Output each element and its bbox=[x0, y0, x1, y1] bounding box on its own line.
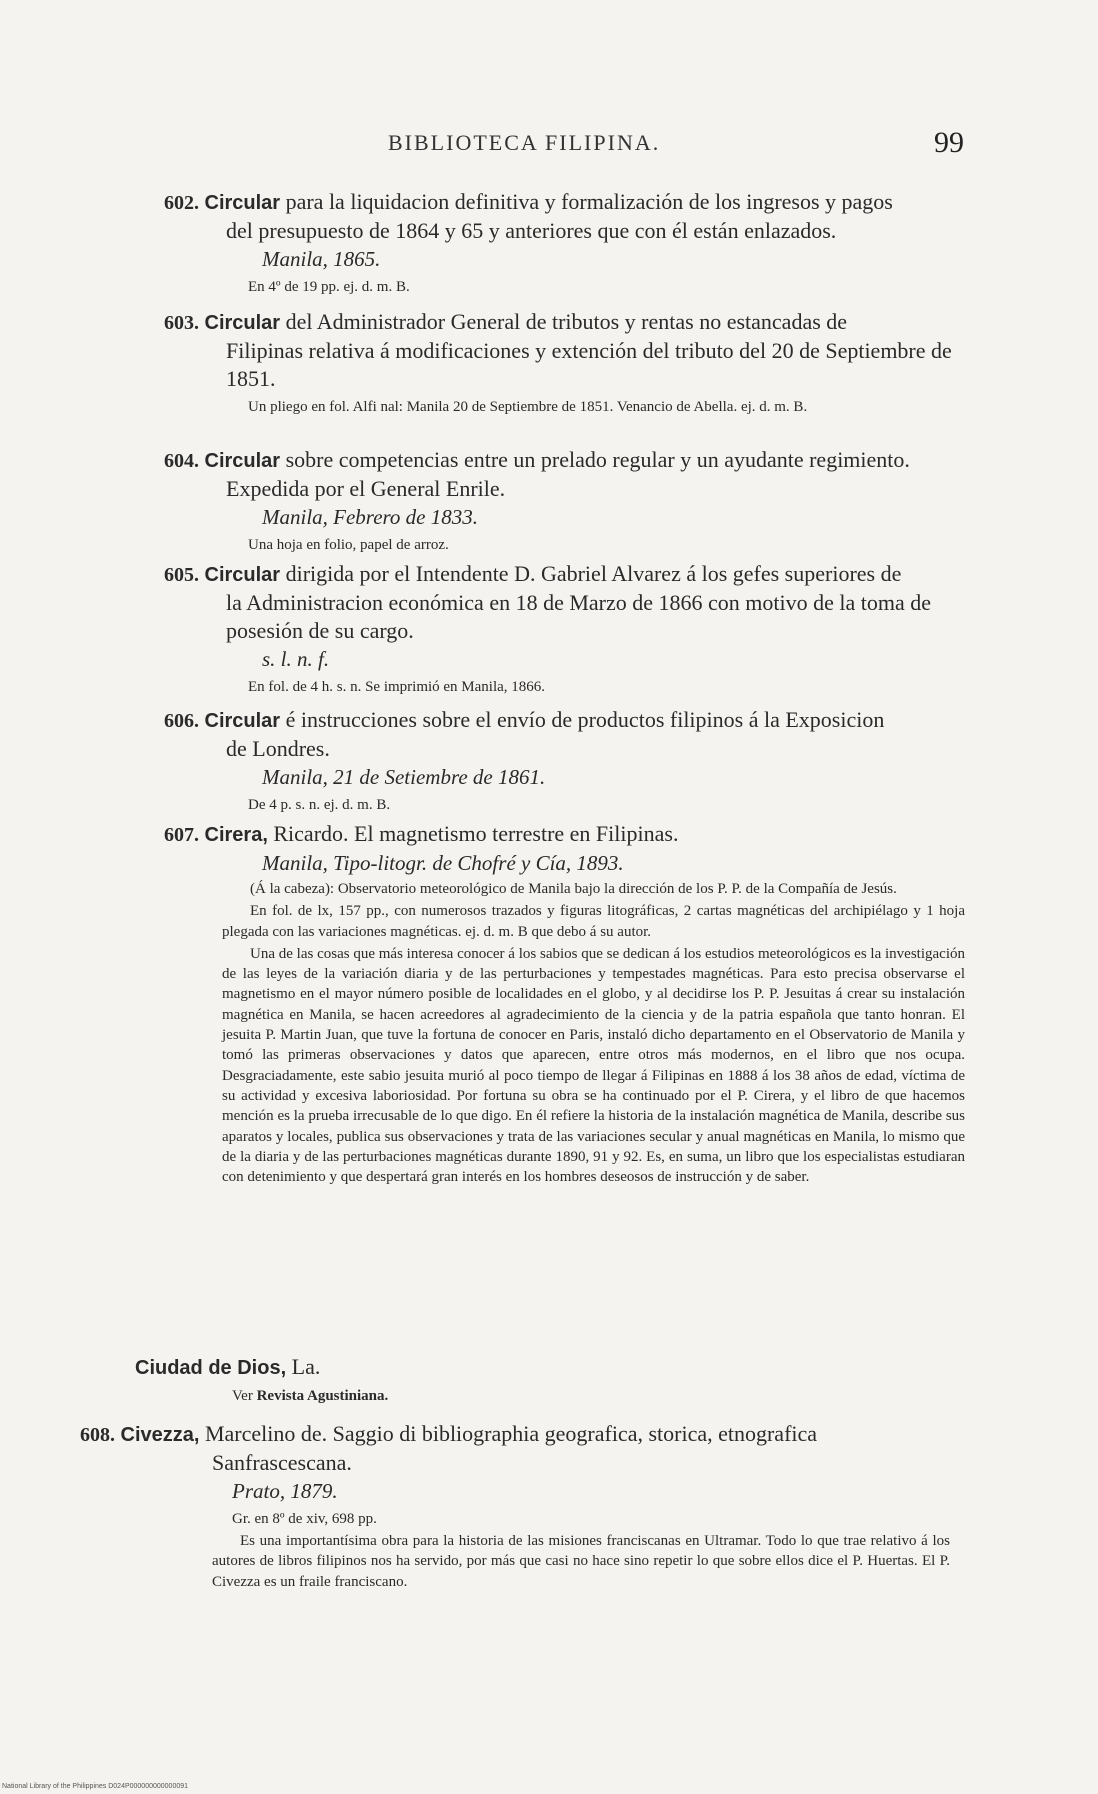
entry-608 bbox=[80, 1420, 950, 1592]
entry-note: Es una importantísima obra para la historia de las misiones franciscanas en Ultramar. Todo lo que trae relativo á los autores de libros filipinos nos ha servido, por más que casi no hace sino repetir lo que sobre ellos dice el P. Huertas. El P. Civezza es un fraile franciscano. bbox=[212, 1533, 950, 1590]
entry-number: 603. bbox=[164, 312, 199, 334]
entry-606 bbox=[130, 706, 965, 815]
entry-number: 606. bbox=[164, 710, 199, 732]
entry-602 bbox=[130, 188, 965, 297]
entry-imprint: s. l. n. f. bbox=[262, 647, 330, 671]
page-number: 99 bbox=[934, 126, 964, 159]
entry-title-cont: de Londres. bbox=[226, 736, 330, 761]
entry-desc: Un pliego en fol. Alfi nal: Manila 20 de Septiembre de 1851. Venancio de Abella. ej. d. m. B. bbox=[248, 399, 808, 415]
entry-title-cont: del presupuesto de 1864 y 65 y anteriores que con él están enlazados. bbox=[226, 218, 837, 243]
entry-heading: Circular bbox=[204, 312, 281, 334]
entry-heading: Circular bbox=[204, 710, 281, 732]
entry-title: sobre competencias entre un prelado regular y un ayudante regimiento. bbox=[285, 447, 910, 472]
entry-imprint: Manila, Tipo-litogr. de Chofré y Cía, 1893. bbox=[262, 851, 624, 875]
entry-imprint: Manila, 21 de Setiembre de 1861. bbox=[262, 765, 546, 789]
running-head: BIBLIOTECA FILIPINA. bbox=[388, 130, 661, 155]
entry-desc: De 4 p. s. n. ej. d. m. B. bbox=[248, 797, 391, 813]
entry-desc: En 4º de 19 pp. ej. d. m. B. bbox=[248, 279, 410, 295]
entry-desc: Gr. en 8º de xiv, 698 pp. bbox=[232, 1511, 377, 1527]
entry-desc: Una hoja en folio, papel de arroz. bbox=[248, 537, 449, 553]
entry-desc: (Á la cabeza): Observatorio meteorológico de Manila bajo la dirección de los P. P. de la Compañía de Jesús. bbox=[250, 881, 897, 897]
see-label: Ver bbox=[232, 1388, 253, 1404]
see-target: Revista Agustiniana. bbox=[256, 1388, 389, 1404]
entry-title: del Administrador General de tributos y rentas no estancadas de bbox=[285, 309, 848, 334]
entry-heading: Circular bbox=[204, 564, 281, 586]
entry-title: dirigida por el Intendente D. Gabriel Alvarez á los gefes superiores de bbox=[285, 561, 902, 586]
entry-title-cont: Expedida por el General Enrile. bbox=[226, 476, 506, 501]
entry-title-cont: Filipinas relativa á modificaciones y extención del tributo del 20 de Septiembre de 1851. bbox=[226, 338, 952, 391]
entry-note: Una de las cosas que más interesa conocer á los sabios que se dedican á los estudios meteorológicos es la investigación de las leyes de la variación diaria y de las perturbaciones y tempestades magnéticas. Para esto precisa observarse el magnetismo en el mayor número posible de localidades en el globo, y al decidirse los P. P. Jesuitas á crear su instalación magnética en Manila, se hacen acreedores al agradecimiento de la ciencia y de la patria española que tanto honran. El jesuita P. Martin Juan, que tuve la fortuna de conocer en Paris, instaló dicho departamento en el Observatorio de Manila y tomó las primeras observaciones y datos que aparecen, entre otros más modernos, en el libro que nos ocupa. Desgraciadamente, este sabio jesuita murió al poco tiempo de llegar á Filipinas en 1888 á los 38 años de edad, víctima de su actividad y excesiva laboriosidad. Por fortuna su obra se ha continuado por el P. Cirera, y el libro de que hacemos mención es la prueba irrecusable de lo que digo. En él refiere la historia de la instalación magnética de Manila, describe sus aparatos y locales, publica sus observaciones y trata de las variaciones secular y anual magnéticas en Manila, lo mismo que de la diaria y de las perturbaciones magnéticas durante 1890, 91 y 92. Es, en suma, un libro que los especialistas estudiaran con detenimiento y que despertará gran interés en los hombres deseosos de instrucción y de saber. bbox=[222, 945, 965, 1186]
entry-607 bbox=[130, 820, 965, 1187]
see-reference bbox=[232, 1388, 388, 1405]
entry-imprint: Manila, 1865. bbox=[262, 247, 381, 271]
cross-reference-title: Ciudad de Dios, bbox=[135, 1357, 287, 1379]
entry-605 bbox=[130, 560, 965, 697]
entry-heading: Civezza, bbox=[120, 1424, 200, 1446]
entry-number: 608. bbox=[80, 1424, 115, 1446]
cross-reference-article: La. bbox=[291, 1354, 321, 1379]
cross-reference-heading bbox=[135, 1354, 320, 1380]
entry-desc-2: En fol. de lx, 157 pp., con numerosos trazados y figuras litográficas, 2 cartas magnéticas del archipiélago y 1 hoja plegada con las variaciones magnéticas. ej. d. m. B que debo á su autor. bbox=[222, 903, 965, 940]
entry-604 bbox=[130, 446, 965, 555]
entry-heading: Cirera, bbox=[204, 824, 268, 846]
entry-title: Marcelino de. Saggio di bibliographia geografica, storica, etnografica bbox=[204, 1421, 818, 1446]
entry-heading: Circular bbox=[204, 192, 281, 214]
entry-desc: En fol. de 4 h. s. n. Se imprimió en Manila, 1866. bbox=[248, 679, 546, 695]
entry-imprint: Prato, 1879. bbox=[232, 1479, 338, 1503]
entry-title-cont: la Administracion económica en 18 de Marzo de 1866 con motivo de la toma de posesión de su cargo. bbox=[226, 590, 932, 643]
entry-title: é instrucciones sobre el envío de productos filipinos á la Exposicion bbox=[285, 707, 885, 732]
entry-title: para la liquidacion definitiva y formalización de los ingresos y pagos bbox=[285, 189, 893, 214]
entry-number: 607. bbox=[164, 824, 199, 846]
entry-imprint: Manila, Febrero de 1833. bbox=[262, 505, 478, 529]
entry-number: 605. bbox=[164, 564, 199, 586]
entry-heading: Circular bbox=[204, 450, 281, 472]
entry-title-cont: Sanfrascescana. bbox=[212, 1450, 352, 1475]
entry-number: 602. bbox=[164, 192, 199, 214]
entry-603 bbox=[130, 308, 965, 417]
entry-title: Ricardo. El magnetismo terrestre en Filipinas. bbox=[273, 821, 679, 846]
entry-number: 604. bbox=[164, 450, 199, 472]
footer-credit: National Library of the Philippines D024P000000000000091 bbox=[2, 1783, 189, 1790]
